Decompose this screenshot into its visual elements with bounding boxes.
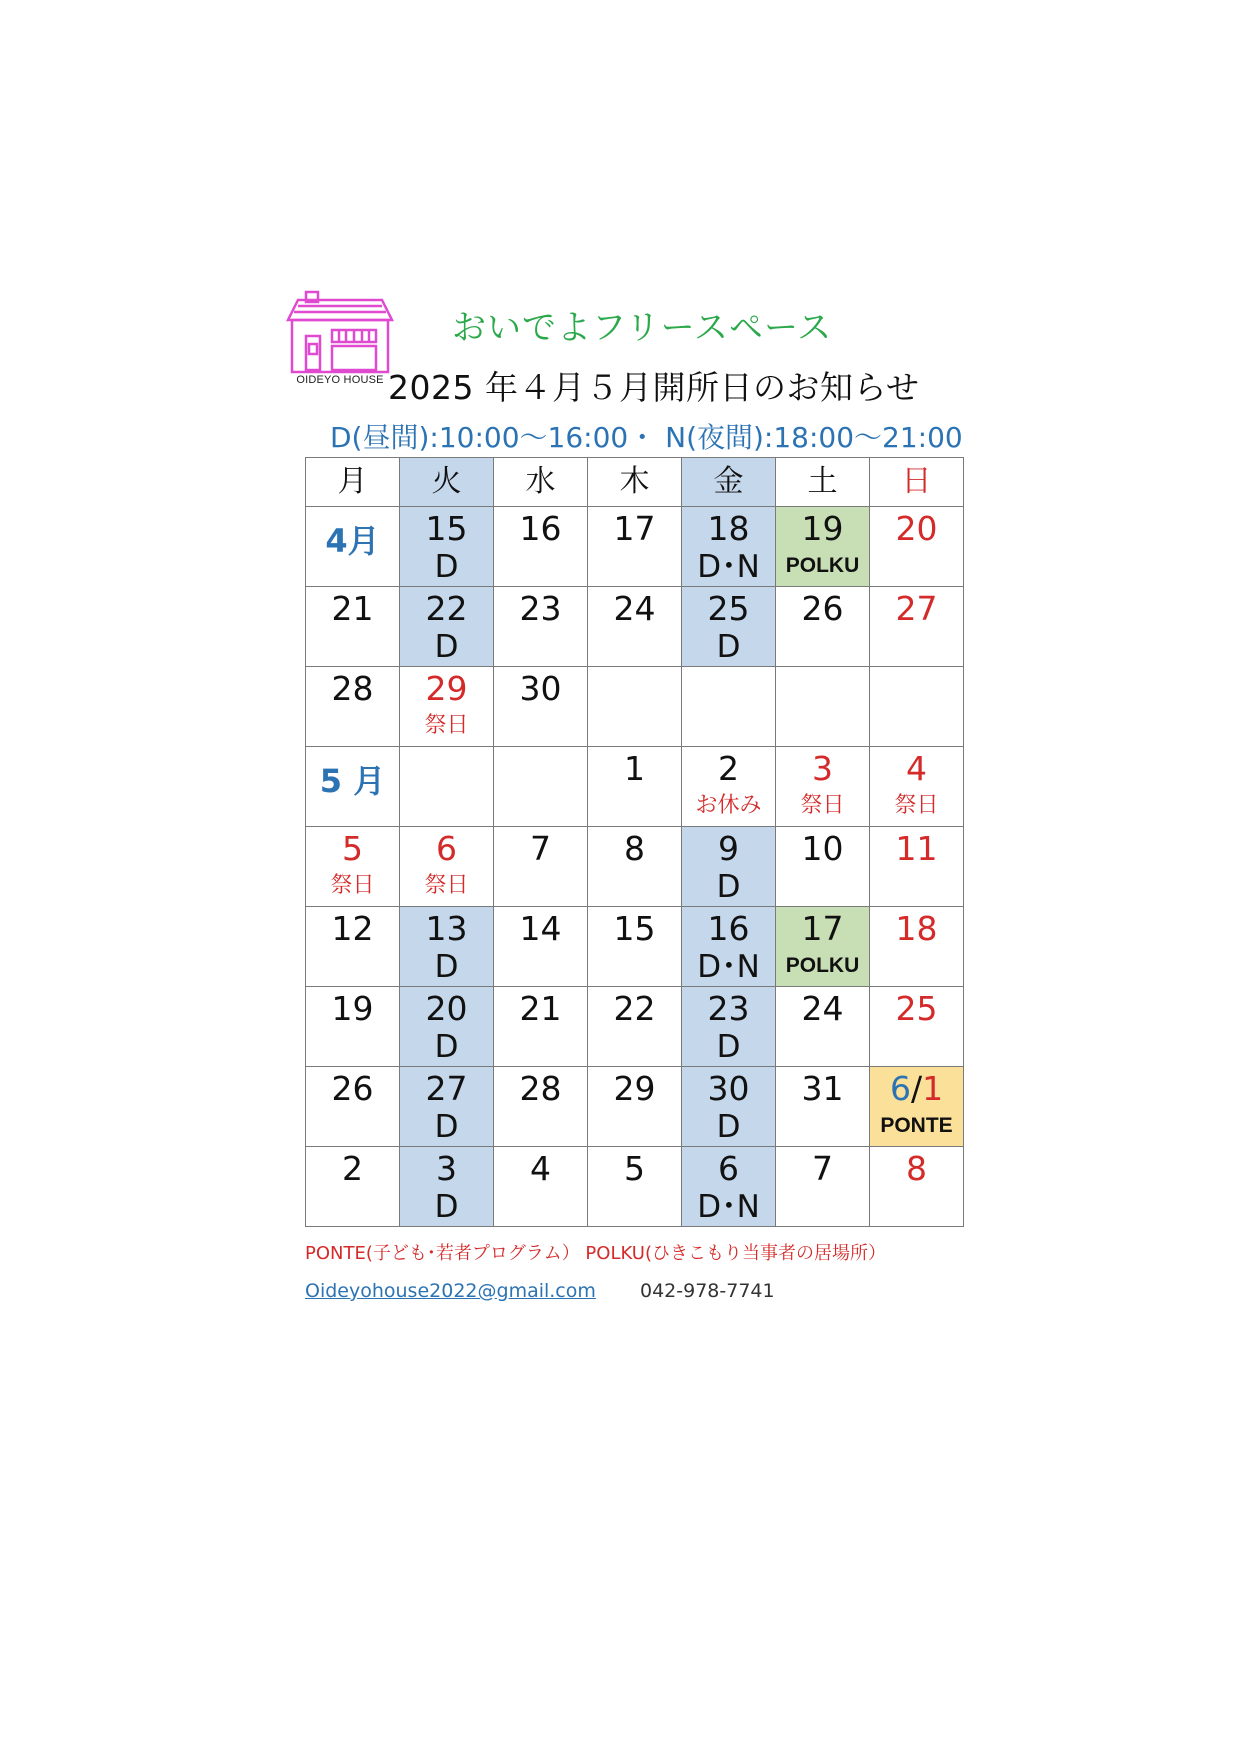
day-number: 29 xyxy=(425,669,468,708)
calendar-day-cell xyxy=(682,987,776,1067)
calendar-week-row xyxy=(306,1067,964,1147)
calendar-day-cell xyxy=(870,907,964,987)
day-number: 25 xyxy=(707,589,750,628)
holiday-label: 祭日 xyxy=(894,793,939,818)
weekday-sun: 日 xyxy=(870,458,964,507)
calendar-day-cell xyxy=(870,507,964,587)
calendar-day-cell xyxy=(588,747,682,827)
day-number: 5 xyxy=(342,829,363,868)
calendar-day-cell xyxy=(306,747,400,827)
calendar-day-cell xyxy=(682,587,776,667)
session-label: D xyxy=(434,1109,459,1145)
day-number: 15 xyxy=(613,909,656,948)
day-number xyxy=(870,1069,963,1109)
calendar-week-row xyxy=(306,827,964,907)
session-label: D xyxy=(434,549,459,585)
calendar-day-cell xyxy=(870,747,964,827)
day-number: 16 xyxy=(519,509,562,548)
program-tag: POLKU xyxy=(785,954,860,977)
session-label: D･N xyxy=(697,949,760,985)
day-number: 1 xyxy=(624,749,645,788)
calendar-day-cell xyxy=(306,507,400,587)
program-note: PONTE(子ども･若者プログラム） POLKU(ひきこもり当事者の居場所） xyxy=(305,1243,886,1264)
calendar-day-cell xyxy=(776,507,870,587)
session-label: D xyxy=(434,629,459,665)
weekday-fri: 金 xyxy=(682,458,776,507)
day-number: 16 xyxy=(707,909,750,948)
day-number: 23 xyxy=(519,589,562,628)
opening-hours: D(昼間):10:00～16:00・ N(夜間):18:00～21:00 xyxy=(330,421,963,454)
calendar-day-cell xyxy=(588,1147,682,1227)
logo-text: OIDEYO HOUSE xyxy=(296,374,384,386)
day-number: 19 xyxy=(801,509,844,548)
calendar-day-cell xyxy=(870,667,964,747)
calendar-day-cell xyxy=(306,587,400,667)
session-label: D･N xyxy=(697,549,760,585)
weekday-wed: 水 xyxy=(494,458,588,507)
day-number: 31 xyxy=(801,1069,844,1108)
email-link[interactable]: Oideyohouse2022@gmail.com xyxy=(305,1280,596,1302)
day-number: 25 xyxy=(895,989,938,1028)
calendar-day-cell xyxy=(682,827,776,907)
day-number: 2 xyxy=(718,749,739,788)
day-number: 3 xyxy=(812,749,833,788)
logo xyxy=(284,290,396,390)
calendar-day-cell xyxy=(776,987,870,1067)
day-number: 21 xyxy=(519,989,562,1028)
calendar-day-cell xyxy=(494,587,588,667)
calendar-body xyxy=(306,507,964,1227)
calendar-week-row xyxy=(306,907,964,987)
calendar-day-cell xyxy=(870,987,964,1067)
day-number: 18 xyxy=(707,509,750,548)
day-number: 4 xyxy=(906,749,927,788)
day-number: 8 xyxy=(906,1149,927,1188)
page-title: おいでよフリースペース xyxy=(452,308,833,348)
month-label: 4月 xyxy=(325,522,380,560)
day-number: 19 xyxy=(331,989,374,1028)
program-tag: POLKU xyxy=(785,554,860,577)
calendar-day-cell xyxy=(306,907,400,987)
calendar-day-cell xyxy=(306,1067,400,1147)
calendar-day-cell xyxy=(870,1147,964,1227)
phone-number: 042-978-7741 xyxy=(640,1280,775,1302)
day-number: 12 xyxy=(331,909,374,948)
holiday-label: 祭日 xyxy=(330,873,375,898)
day-number: 27 xyxy=(425,1069,468,1108)
calendar-day-cell xyxy=(682,1067,776,1147)
session-label: D xyxy=(716,629,741,665)
calendar-day-cell xyxy=(588,987,682,1067)
day-number: 17 xyxy=(801,909,844,948)
calendar-week-row xyxy=(306,1147,964,1227)
holiday-label: お休み xyxy=(695,793,762,818)
day-number: 13 xyxy=(425,909,468,948)
calendar-week-row xyxy=(306,747,964,827)
calendar-day-cell xyxy=(494,907,588,987)
day-number: 23 xyxy=(707,989,750,1028)
day-number-part: 6 xyxy=(889,1069,911,1108)
session-label: D xyxy=(716,1109,741,1145)
day-number: 14 xyxy=(519,909,562,948)
day-number: 24 xyxy=(613,589,656,628)
calendar-day-cell xyxy=(776,667,870,747)
day-number: 24 xyxy=(801,989,844,1028)
calendar-day-cell xyxy=(400,827,494,907)
calendar-day-cell xyxy=(588,1067,682,1147)
day-number: 26 xyxy=(801,589,844,628)
day-number: 5 xyxy=(624,1149,645,1188)
day-number: 30 xyxy=(707,1069,750,1108)
calendar-day-cell xyxy=(588,827,682,907)
day-number: 9 xyxy=(718,829,739,868)
calendar-week-row xyxy=(306,587,964,667)
calendar-day-cell xyxy=(494,1067,588,1147)
calendar-day-cell xyxy=(400,1147,494,1227)
day-number: 10 xyxy=(801,829,844,868)
calendar-day-cell xyxy=(306,667,400,747)
calendar-day-cell xyxy=(776,747,870,827)
day-number: 15 xyxy=(425,509,468,548)
calendar-day-cell xyxy=(400,1067,494,1147)
calendar-day-cell xyxy=(400,747,494,827)
calendar-week-row xyxy=(306,987,964,1067)
day-number: 6 xyxy=(718,1149,739,1188)
calendar-day-cell xyxy=(776,827,870,907)
session-label: D xyxy=(434,1029,459,1065)
weekday-header-row xyxy=(306,458,964,507)
day-number: 6 xyxy=(436,829,457,868)
calendar-day-cell xyxy=(588,507,682,587)
day-number: 7 xyxy=(812,1149,833,1188)
session-label: D･N xyxy=(697,1189,760,1225)
calendar-day-cell xyxy=(776,1147,870,1227)
weekday-sat: 土 xyxy=(776,458,870,507)
calendar-day-cell xyxy=(400,507,494,587)
day-number: 20 xyxy=(425,989,468,1028)
day-number-part: 1 xyxy=(922,1069,944,1108)
month-label: 5 月 xyxy=(319,762,386,800)
day-number: 8 xyxy=(624,829,645,868)
calendar-day-cell xyxy=(306,987,400,1067)
day-number: 2 xyxy=(342,1149,363,1188)
day-number: 17 xyxy=(613,509,656,548)
calendar-day-cell xyxy=(682,1147,776,1227)
calendar-table xyxy=(305,457,964,1227)
day-number: 11 xyxy=(895,829,938,868)
day-number-part: / xyxy=(910,1069,923,1108)
calendar-day-cell xyxy=(306,827,400,907)
calendar-day-cell xyxy=(494,747,588,827)
day-number: 7 xyxy=(530,829,551,868)
calendar-day-cell xyxy=(306,1147,400,1227)
holiday-label: 祭日 xyxy=(800,793,845,818)
day-number: 28 xyxy=(519,1069,562,1108)
page-subtitle: 2025 年４月５月開所日のお知らせ xyxy=(388,368,920,407)
weekday-mon: 月 xyxy=(306,458,400,507)
calendar-day-cell xyxy=(776,907,870,987)
calendar-day-cell xyxy=(682,907,776,987)
day-number: 18 xyxy=(895,909,938,948)
calendar-day-cell xyxy=(400,587,494,667)
calendar-day-cell xyxy=(494,507,588,587)
calendar-day-cell xyxy=(682,667,776,747)
day-number: 4 xyxy=(530,1149,551,1188)
day-number: 22 xyxy=(613,989,656,1028)
weekday-thu: 木 xyxy=(588,458,682,507)
holiday-label: 祭日 xyxy=(424,713,469,738)
day-number: 28 xyxy=(331,669,374,708)
calendar-day-cell xyxy=(588,667,682,747)
calendar-day-cell xyxy=(494,667,588,747)
calendar-day-cell xyxy=(494,1147,588,1227)
calendar-day-cell xyxy=(494,987,588,1067)
calendar-day-cell xyxy=(682,507,776,587)
calendar-day-cell xyxy=(776,587,870,667)
calendar-day-cell xyxy=(870,587,964,667)
day-number: 26 xyxy=(331,1069,374,1108)
calendar-day-cell xyxy=(870,1067,964,1147)
day-number: 22 xyxy=(425,589,468,628)
session-label: D xyxy=(434,949,459,985)
weekday-tue: 火 xyxy=(400,458,494,507)
day-number: 30 xyxy=(519,669,562,708)
calendar-day-cell xyxy=(400,907,494,987)
day-number: 21 xyxy=(331,589,374,628)
session-label: D xyxy=(716,869,741,905)
day-number: 20 xyxy=(895,509,938,548)
calendar-day-cell xyxy=(776,1067,870,1147)
day-number: 27 xyxy=(895,589,938,628)
calendar-day-cell xyxy=(588,587,682,667)
session-label: D xyxy=(716,1029,741,1065)
house-icon xyxy=(284,290,396,374)
calendar-day-cell xyxy=(588,907,682,987)
day-number: 3 xyxy=(436,1149,457,1188)
calendar-day-cell xyxy=(400,667,494,747)
calendar-day-cell xyxy=(494,827,588,907)
calendar-week-row xyxy=(306,667,964,747)
calendar-day-cell xyxy=(400,987,494,1067)
program-tag: PONTE xyxy=(880,1114,953,1137)
holiday-label: 祭日 xyxy=(424,873,469,898)
calendar-day-cell xyxy=(870,827,964,907)
calendar-day-cell xyxy=(682,747,776,827)
day-number: 29 xyxy=(613,1069,656,1108)
session-label: D xyxy=(434,1189,459,1225)
calendar-week-row xyxy=(306,507,964,587)
